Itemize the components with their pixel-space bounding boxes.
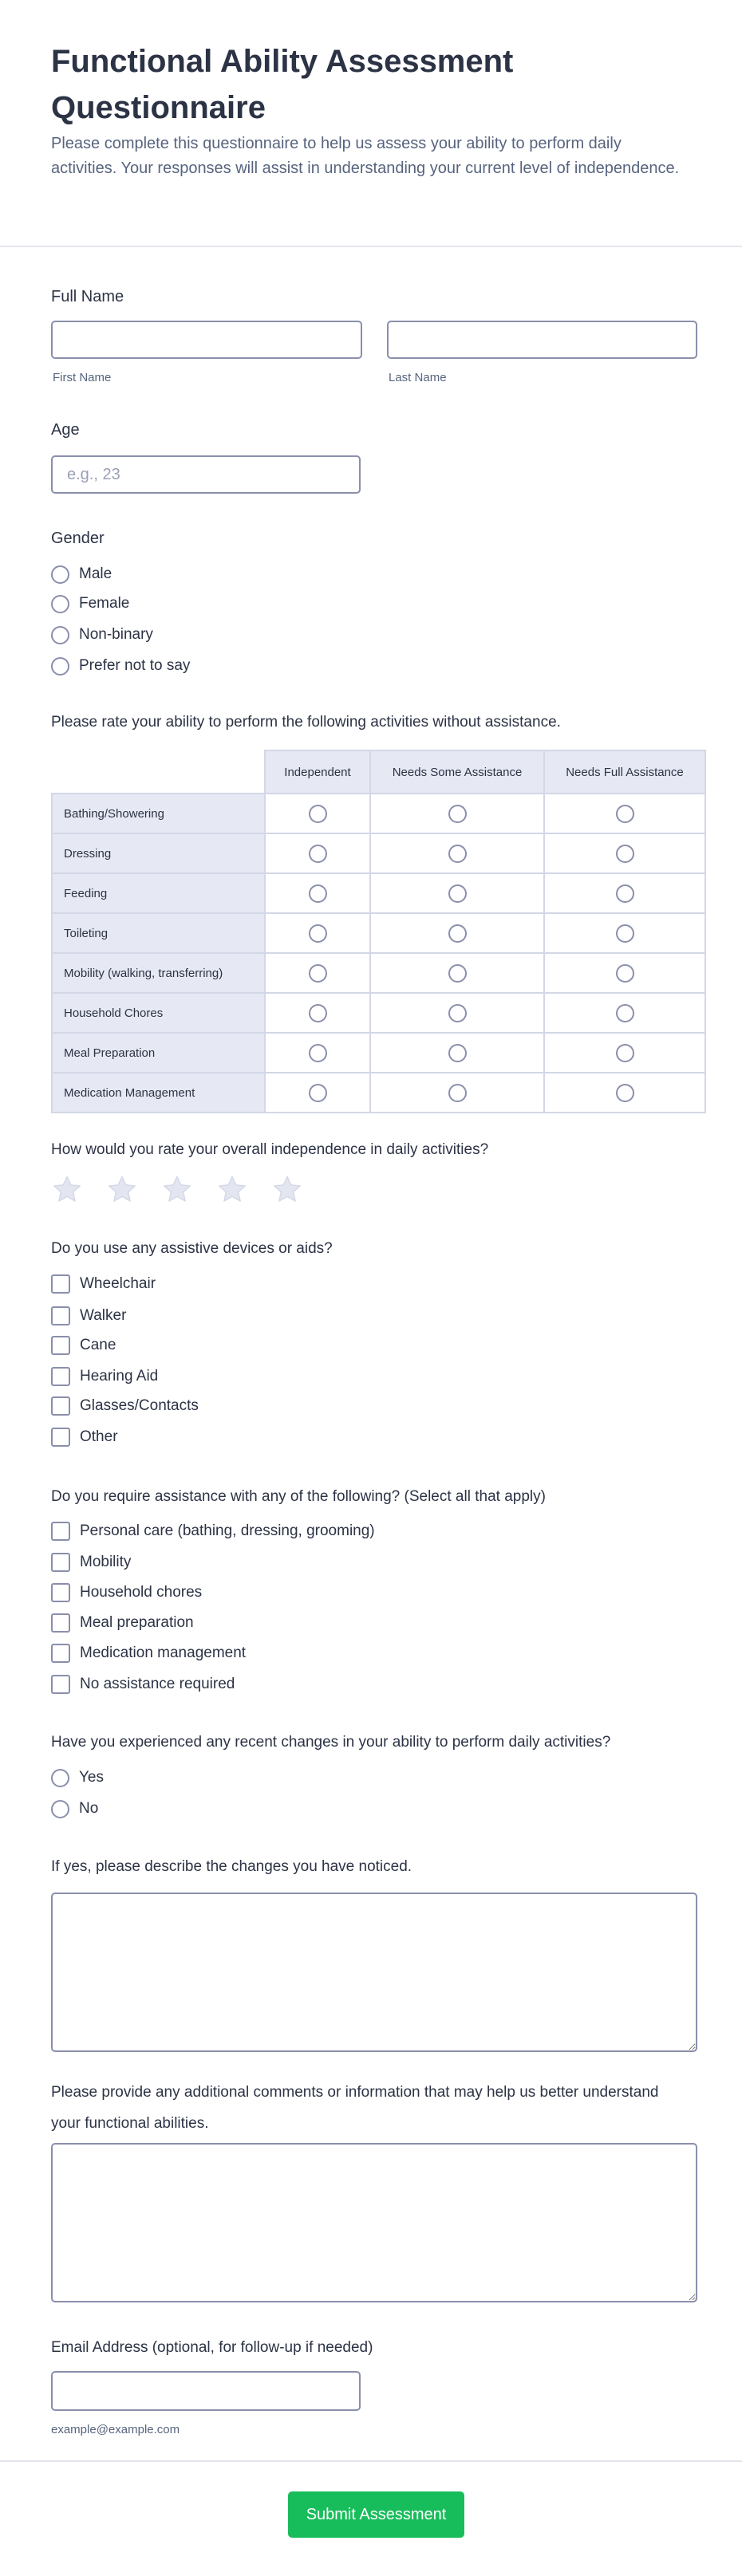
matrix-cell[interactable] — [544, 833, 705, 873]
matrix-corner — [52, 750, 265, 794]
comments-textarea[interactable] — [51, 2143, 697, 2302]
radio-button[interactable] — [448, 964, 467, 983]
radio-button[interactable] — [448, 1004, 467, 1022]
age-label: Age — [51, 421, 80, 439]
check-option[interactable] — [51, 1581, 202, 1604]
check-option-label: Other — [80, 1428, 118, 1445]
check-option[interactable] — [51, 1551, 131, 1574]
radio-button[interactable] — [448, 1084, 467, 1102]
matrix-cell[interactable] — [370, 873, 544, 913]
first-name-sublabel: First Name — [53, 371, 112, 384]
radio-button[interactable] — [616, 1084, 634, 1102]
age-input[interactable]: e.g., 23 — [51, 455, 361, 494]
matrix-row-label: Meal Preparation — [52, 1033, 265, 1073]
check-box[interactable] — [51, 1553, 70, 1572]
radio-button[interactable] — [616, 884, 634, 903]
check-box[interactable] — [51, 1367, 70, 1386]
matrix-cell[interactable] — [265, 794, 370, 833]
radio-button[interactable] — [51, 1769, 69, 1787]
email-input[interactable] — [51, 2371, 361, 2411]
radio-option[interactable] — [51, 655, 190, 677]
matrix-column-header: Needs Some Assistance — [370, 750, 544, 794]
matrix-cell[interactable] — [370, 1033, 544, 1073]
check-option-label: Meal preparation — [80, 1614, 194, 1631]
check-box[interactable] — [51, 1675, 70, 1694]
comments-question: Please provide any additional comments or information that may help us better understand your functional abilities. — [51, 2084, 659, 2132]
check-option[interactable] — [51, 1612, 194, 1634]
check-box[interactable] — [51, 1428, 70, 1447]
radio-button[interactable] — [448, 805, 467, 823]
radio-option-label: Male — [79, 565, 112, 582]
matrix-column-header: Needs Full Assistance — [544, 750, 705, 794]
matrix-cell[interactable] — [544, 913, 705, 953]
radio-button[interactable] — [51, 1800, 69, 1818]
assistance-question: Do you require assistance with any of the following? (Select all that apply) — [51, 1488, 546, 1505]
radio-option[interactable] — [51, 1798, 98, 1820]
radio-button[interactable] — [309, 884, 327, 903]
matrix-row-label: Mobility (walking, transferring) — [52, 953, 265, 993]
matrix-cell[interactable] — [265, 993, 370, 1033]
last-name-input[interactable] — [387, 321, 697, 359]
check-option-label: Cane — [80, 1337, 116, 1353]
matrix-row — [52, 953, 705, 993]
radio-button[interactable] — [309, 1084, 327, 1102]
footer-divider — [0, 2460, 742, 2462]
matrix-row — [52, 794, 705, 833]
radio-button[interactable] — [51, 595, 69, 613]
check-option-label: Personal care (bathing, dressing, grooming) — [80, 1522, 375, 1539]
check-box[interactable] — [51, 1644, 70, 1663]
radio-button[interactable] — [448, 845, 467, 863]
radio-button[interactable] — [51, 565, 69, 584]
radio-button[interactable] — [616, 1004, 634, 1022]
radio-option[interactable] — [51, 563, 112, 585]
radio-button[interactable] — [309, 964, 327, 983]
check-option-label: Walker — [80, 1307, 127, 1324]
last-name-sublabel: Last Name — [389, 371, 447, 384]
matrix-cell[interactable] — [544, 1033, 705, 1073]
matrix-column-header: Independent — [265, 750, 370, 794]
radio-button[interactable] — [616, 964, 634, 983]
star-icon[interactable] — [216, 1174, 248, 1206]
matrix-row — [52, 1073, 705, 1113]
check-option[interactable] — [51, 1365, 158, 1388]
radio-button[interactable] — [309, 805, 327, 823]
matrix-cell[interactable] — [265, 1073, 370, 1113]
check-box[interactable] — [51, 1396, 70, 1416]
check-option-label: Wheelchair — [80, 1275, 156, 1292]
gender-label: Gender — [51, 530, 105, 547]
radio-button[interactable] — [616, 924, 634, 943]
check-option-label: Household chores — [80, 1584, 203, 1601]
check-option-label: Mobility — [80, 1554, 132, 1570]
radio-option[interactable] — [51, 593, 129, 615]
matrix-row-label: Toileting — [52, 913, 265, 953]
check-option-label: Medication management — [80, 1644, 247, 1661]
matrix-cell[interactable] — [370, 953, 544, 993]
matrix-row-label: Medication Management — [52, 1073, 265, 1113]
radio-option-label: Non-binary — [79, 626, 153, 643]
matrix-cell[interactable] — [265, 833, 370, 873]
radio-button[interactable] — [448, 884, 467, 903]
matrix-row — [52, 873, 705, 913]
radio-button[interactable] — [448, 924, 467, 943]
activity-matrix — [51, 750, 706, 1113]
radio-option[interactable] — [51, 624, 153, 646]
matrix-cell[interactable] — [544, 794, 705, 833]
check-box[interactable] — [51, 1613, 70, 1633]
radio-button[interactable] — [448, 1044, 467, 1062]
star-icon[interactable] — [106, 1174, 138, 1206]
matrix-row-label: Household Chores — [52, 993, 265, 1033]
radio-button[interactable] — [616, 1044, 634, 1062]
check-box[interactable] — [51, 1336, 70, 1355]
radio-button[interactable] — [309, 845, 327, 863]
header-divider — [0, 246, 742, 247]
email-sublabel: example@example.com — [51, 2423, 180, 2436]
describe-textarea[interactable] — [51, 1893, 697, 2052]
matrix-cell[interactable] — [370, 1073, 544, 1113]
radio-button[interactable] — [309, 924, 327, 943]
matrix-cell[interactable] — [265, 953, 370, 993]
check-option[interactable] — [51, 1673, 235, 1696]
check-box[interactable] — [51, 1583, 70, 1602]
radio-button[interactable] — [51, 657, 69, 676]
matrix-cell[interactable] — [544, 873, 705, 913]
check-option-label: Hearing Aid — [80, 1368, 159, 1385]
radio-option-label: Yes — [79, 1769, 104, 1786]
first-name-input[interactable] — [51, 321, 362, 359]
rating-question: How would you rate your overall independence in daily activities? — [51, 1141, 489, 1158]
check-option[interactable] — [51, 1305, 126, 1327]
matrix-row — [52, 913, 705, 953]
matrix-cell[interactable] — [265, 873, 370, 913]
check-option[interactable] — [51, 1642, 246, 1664]
check-option[interactable] — [51, 1520, 375, 1542]
check-option-label: No assistance required — [80, 1676, 235, 1692]
page-title: Functional Ability Assessment Questionnaire — [51, 44, 514, 125]
star-icon[interactable] — [271, 1174, 303, 1206]
changes-question: Have you experienced any recent changes in your ability to perform daily activities? — [51, 1734, 611, 1751]
radio-button[interactable] — [309, 1004, 327, 1022]
matrix-cell[interactable] — [265, 913, 370, 953]
check-box[interactable] — [51, 1306, 70, 1325]
radio-button[interactable] — [616, 805, 634, 823]
radio-option[interactable] — [51, 1767, 104, 1789]
radio-option-label: Prefer not to say — [79, 657, 191, 674]
radio-button[interactable] — [309, 1044, 327, 1062]
matrix-row — [52, 993, 705, 1033]
devices-question: Do you use any assistive devices or aids? — [51, 1240, 333, 1257]
check-option[interactable] — [51, 1426, 118, 1448]
matrix-row-label: Dressing — [52, 833, 265, 873]
page-description: Please complete this questionnaire to help us assess your ability to perform daily activities. Your responses will assist in understanding your current level of independence. — [51, 135, 680, 177]
check-option[interactable] — [51, 1334, 116, 1357]
matrix-cell[interactable] — [544, 1073, 705, 1113]
check-option-label: Glasses/Contacts — [80, 1397, 199, 1414]
radio-option-label: Female — [79, 595, 130, 612]
submit-button[interactable]: Submit Assessment — [288, 2491, 464, 2538]
check-option[interactable] — [51, 1273, 156, 1295]
matrix-cell[interactable] — [544, 993, 705, 1033]
matrix-row — [52, 833, 705, 873]
matrix-cell[interactable] — [370, 794, 544, 833]
radio-button[interactable] — [616, 845, 634, 863]
radio-button[interactable] — [51, 626, 69, 644]
matrix-cell[interactable] — [370, 993, 544, 1033]
star-icon[interactable] — [161, 1174, 193, 1206]
matrix-cell[interactable] — [265, 1033, 370, 1073]
email-label: Email Address (optional, for follow-up if needed) — [51, 2339, 373, 2356]
matrix-question: Please rate your ability to perform the following activities without assistance. — [51, 714, 561, 731]
star-icon[interactable] — [51, 1174, 83, 1206]
matrix-row — [52, 1033, 705, 1073]
describe-question: If yes, please describe the changes you have noticed. — [51, 1858, 412, 1875]
matrix-cell[interactable] — [370, 913, 544, 953]
radio-option-label: No — [79, 1800, 99, 1817]
matrix-row-label: Feeding — [52, 873, 265, 913]
matrix-row-label: Bathing/Showering — [52, 794, 265, 833]
full-name-label: Full Name — [51, 288, 124, 305]
check-box[interactable] — [51, 1274, 70, 1294]
check-box[interactable] — [51, 1522, 70, 1541]
check-option[interactable] — [51, 1395, 199, 1417]
matrix-cell[interactable] — [544, 953, 705, 993]
matrix-cell[interactable] — [370, 833, 544, 873]
